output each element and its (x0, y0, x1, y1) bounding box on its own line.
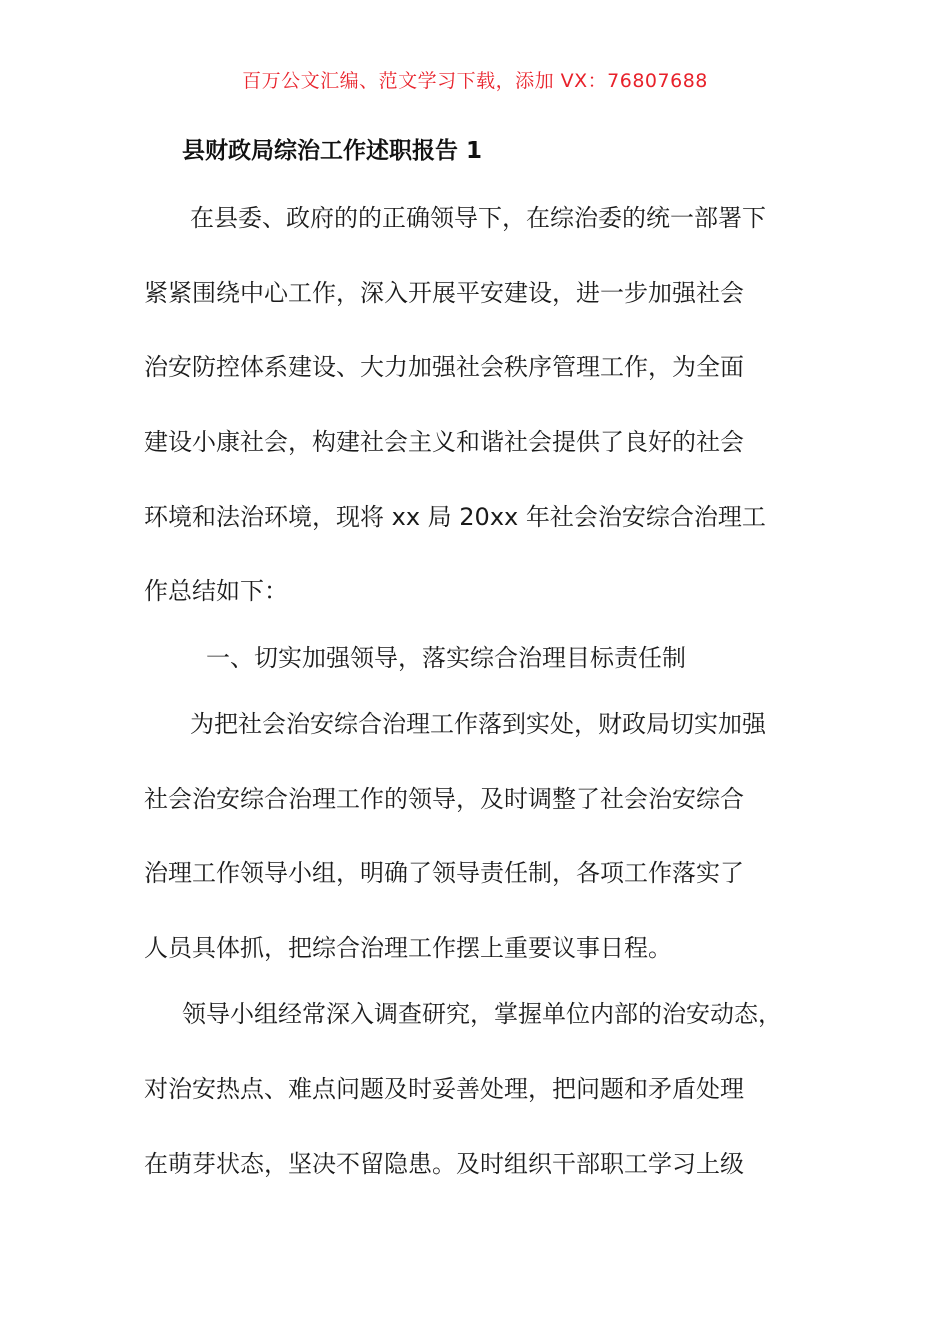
paragraph-line: 建设小康社会，构建社会主义和谐社会提供了良好的社会 (144, 428, 744, 456)
paragraph-line: 为把社会治安综合治理工作落到实处，财政局切实加强 (190, 710, 766, 738)
paragraph-line: 人员具体抓，把综合治理工作摆上重要议事日程。 (144, 934, 672, 962)
document-title: 县财政局综治工作述职报告 1 (182, 138, 483, 164)
paragraph-line: 对治安热点、难点问题及时妥善处理，把问题和矛盾处理 (144, 1075, 744, 1103)
paragraph-line: 治理工作领导小组，明确了领导责任制，各项工作落实了 (144, 859, 744, 887)
paragraph-line: 紧紧围绕中心工作，深入开展平安建设，进一步加强社会 (144, 279, 744, 307)
paragraph-line: 作总结如下： (144, 577, 288, 605)
paragraph-line: 领导小组经常深入调查研究，掌握单位内部的治安动态， (182, 1000, 782, 1028)
paragraph-line: 环境和法治环境，现将 xx 局 20xx 年社会治安综合治理工 (144, 503, 766, 531)
paragraph-line: 社会治安综合治理工作的领导，及时调整了社会治安综合 (144, 785, 744, 813)
paragraph-line: 治安防控体系建设、大力加强社会秩序管理工作，为全面 (144, 353, 744, 381)
paragraph-line: 在萌芽状态，坚决不留隐患。及时组织干部职工学习上级 (144, 1150, 744, 1178)
section-heading: 一、切实加强领导，落实综合治理目标责任制 (206, 644, 686, 672)
paragraph-line: 在县委、政府的的正确领导下，在综治委的统一部署下 (190, 204, 766, 232)
header-note: 百万公文汇编、范文学习下载，添加 VX：76807688 (242, 70, 708, 92)
